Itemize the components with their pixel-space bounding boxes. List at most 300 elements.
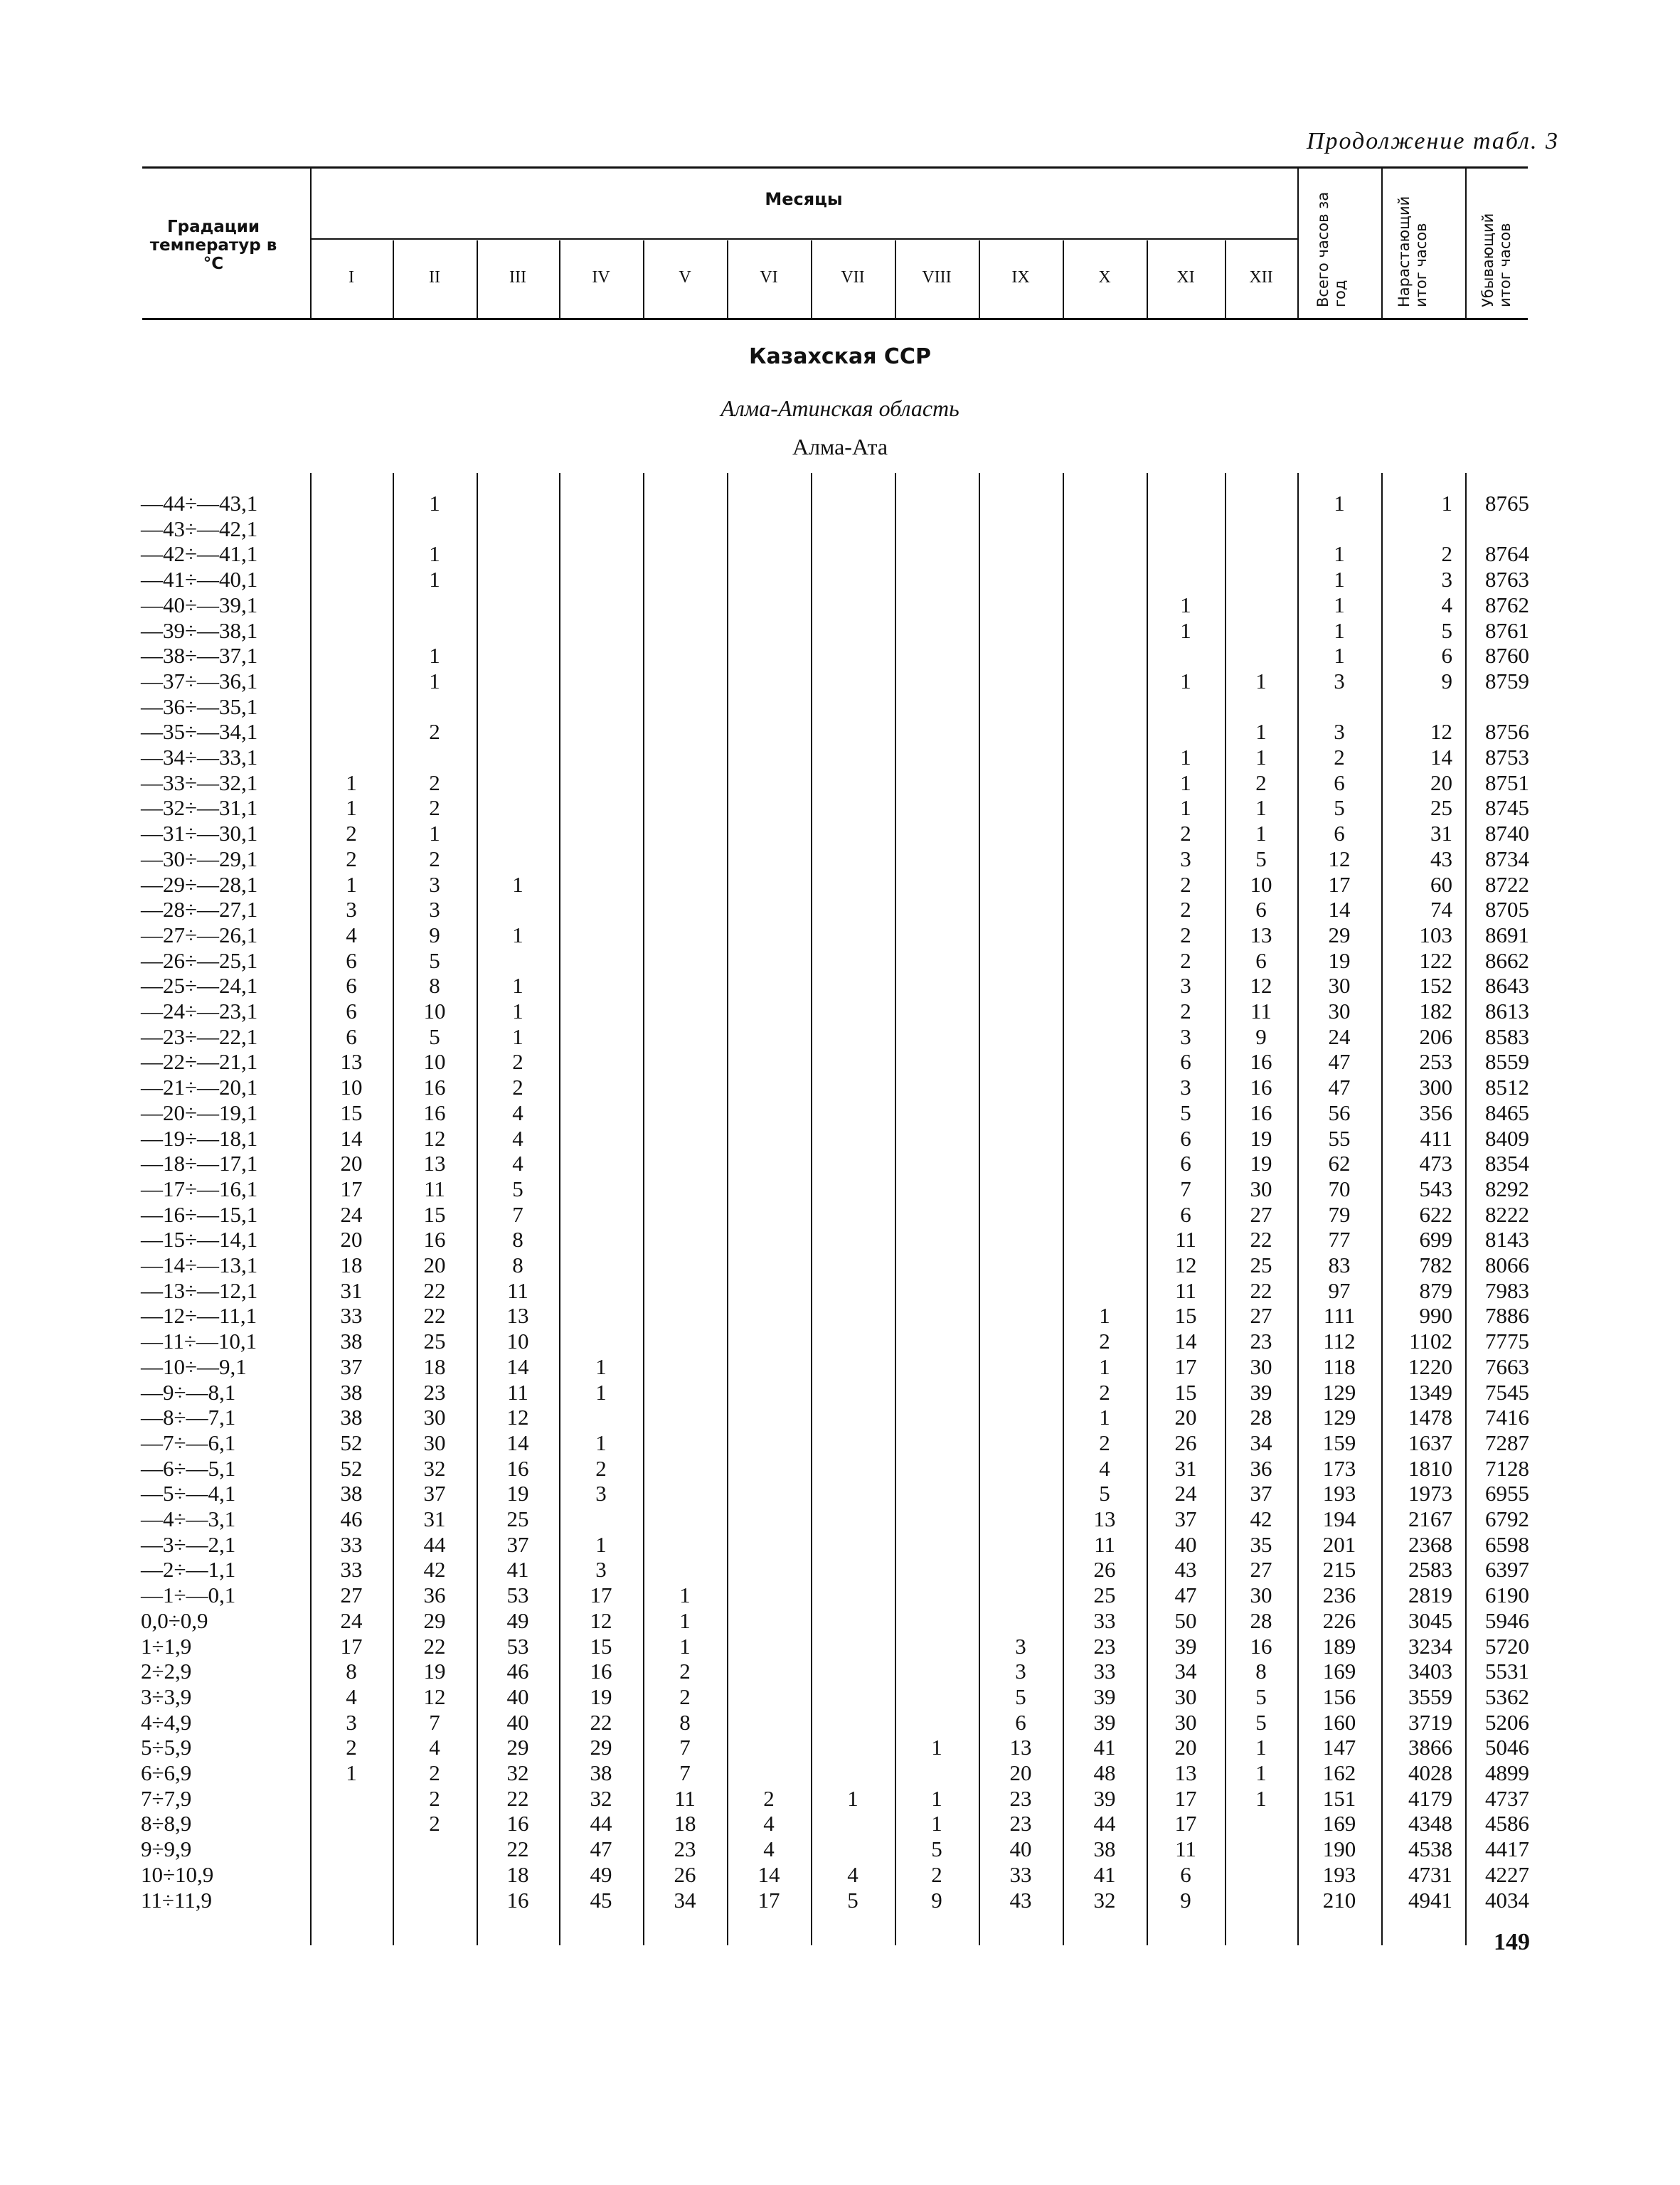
table-row — [0, 1456, 1680, 1481]
month-cell: 2 — [512, 1049, 523, 1074]
month-cell: 10 — [506, 1329, 529, 1354]
month-cell — [559, 1024, 643, 1049]
cumulative-down-cell: 8705 — [1485, 897, 1529, 922]
month-cell: 13 — [1009, 1735, 1032, 1760]
month-cell: 1 — [679, 1583, 691, 1607]
month-cell — [895, 948, 979, 973]
month-cell — [811, 1836, 895, 1861]
month-cell: 1 — [1255, 1735, 1267, 1760]
month-cell: 30 — [423, 1430, 446, 1455]
month-cell — [811, 1253, 895, 1277]
month-cell: 16 — [506, 1811, 529, 1836]
month-cell: 29 — [590, 1735, 612, 1760]
month-cell — [477, 643, 559, 668]
cumulative-down-cell: 4899 — [1485, 1760, 1529, 1785]
month-cell — [643, 821, 727, 846]
table-row — [0, 897, 1680, 922]
month-cell: 2 — [595, 1456, 607, 1481]
month-cell — [477, 694, 559, 719]
month-cell: 6 — [346, 999, 357, 1024]
month-cell: 15 — [590, 1634, 612, 1659]
month-cell: 22 — [1250, 1278, 1272, 1303]
months-divider-rule — [310, 238, 1297, 240]
month-cell — [559, 1100, 643, 1125]
cumulative-down-cell: 8722 — [1485, 872, 1529, 897]
month-cell — [811, 1659, 895, 1684]
month-cell: 2 — [931, 1862, 942, 1887]
month-cell — [1225, 1836, 1297, 1861]
month-cell — [559, 694, 643, 719]
cumulative-up-cell: 103 — [1419, 923, 1452, 947]
month-cell — [727, 1075, 811, 1100]
month-cell: 16 — [1250, 1075, 1272, 1100]
month-cell: 17 — [340, 1634, 363, 1659]
cumulative-up-cell: 9 — [1441, 669, 1452, 693]
column-rule-hdr — [1225, 240, 1226, 318]
cumulative-up-cell: 4028 — [1408, 1760, 1452, 1785]
month-cell — [1063, 669, 1147, 693]
gradation-cell: —18÷—17,1 — [141, 1151, 258, 1176]
table-row — [0, 1506, 1680, 1531]
month-cell: 30 — [1250, 1354, 1272, 1379]
month-cell: 32 — [590, 1786, 612, 1811]
month-cell — [895, 1024, 979, 1049]
month-cell — [1063, 973, 1147, 998]
month-cell: 22 — [506, 1836, 529, 1861]
month-cell: 17 — [1174, 1811, 1197, 1836]
month-cell — [811, 1049, 895, 1074]
month-cell — [1063, 923, 1147, 947]
cumulative-down-cell: 5206 — [1485, 1710, 1529, 1735]
cumulative-up-cell: 4348 — [1408, 1811, 1452, 1836]
month-cell — [979, 1227, 1063, 1252]
month-cell: 38 — [340, 1405, 363, 1430]
gradation-cell: 1÷1,9 — [141, 1634, 192, 1659]
month-cell: 1 — [679, 1608, 691, 1633]
month-cell — [310, 618, 393, 643]
month-cell — [559, 669, 643, 693]
table-row — [0, 1303, 1680, 1328]
month-cell: 14 — [506, 1430, 529, 1455]
month-cell — [979, 541, 1063, 566]
month-cell — [811, 1481, 895, 1506]
month-cell: 23 — [1093, 1634, 1116, 1659]
month-cell — [1063, 1202, 1147, 1227]
gradation-cell: —30÷—29,1 — [141, 846, 258, 871]
table-row — [0, 618, 1680, 643]
month-cell — [811, 1811, 895, 1836]
month-cell — [895, 1405, 979, 1430]
month-cell: 1 — [1180, 745, 1191, 770]
month-cell — [310, 541, 393, 566]
month-cell — [310, 643, 393, 668]
month-cell: 13 — [1093, 1506, 1116, 1531]
month-cell: 4 — [763, 1836, 775, 1861]
month-cell — [393, 516, 477, 541]
month-cell: 24 — [340, 1202, 363, 1227]
month-cell — [979, 948, 1063, 973]
month-cell: 13 — [506, 1303, 529, 1328]
month-cell — [811, 999, 895, 1024]
month-cell — [727, 1608, 811, 1633]
month-cell — [895, 643, 979, 668]
table-row — [0, 1075, 1680, 1100]
total-hours-cell: 55 — [1328, 1126, 1351, 1151]
cumulative-down-cell: 4737 — [1485, 1786, 1529, 1811]
cumulative-up-cell: 1810 — [1408, 1456, 1452, 1481]
month-cell: 39 — [1093, 1710, 1116, 1735]
month-cell — [477, 948, 559, 973]
month-cell — [643, 618, 727, 643]
month-cell — [1225, 618, 1297, 643]
table-row — [0, 948, 1680, 973]
gradation-cell: —13÷—12,1 — [141, 1278, 258, 1303]
month-cell: 38 — [590, 1760, 612, 1785]
cumulative-down-cell: 6598 — [1485, 1532, 1529, 1557]
month-cell: 23 — [1009, 1811, 1032, 1836]
month-cell — [727, 795, 811, 820]
total-hours-cell — [1297, 694, 1381, 719]
month-cell: 38 — [340, 1481, 363, 1506]
month-cell — [895, 1430, 979, 1455]
month-cell — [1063, 795, 1147, 820]
month-header-8: VIII — [922, 267, 952, 287]
month-cell: 2 — [679, 1659, 691, 1684]
total-hours-header: Всего часов за год — [1314, 191, 1349, 307]
month-cell: 1 — [512, 973, 523, 998]
month-cell: 1 — [931, 1811, 942, 1836]
month-cell — [811, 973, 895, 998]
month-cell: 36 — [423, 1583, 446, 1607]
month-cell — [559, 770, 643, 795]
month-cell — [727, 1176, 811, 1201]
month-cell — [643, 1049, 727, 1074]
month-cell: 19 — [590, 1684, 612, 1709]
cumulative-down-cell: 7775 — [1485, 1329, 1529, 1354]
header-bottom-rule — [142, 318, 1528, 320]
table-row — [0, 643, 1680, 668]
republic-title: Казахская ССР — [749, 344, 931, 369]
month-cell — [727, 1329, 811, 1354]
month-cell: 52 — [340, 1430, 363, 1455]
month-cell — [811, 618, 895, 643]
cumulative-up-cell: 300 — [1419, 1075, 1452, 1100]
month-cell — [559, 618, 643, 643]
month-cell: 29 — [423, 1608, 446, 1633]
gradation-cell: —3÷—2,1 — [141, 1532, 236, 1557]
month-cell — [979, 567, 1063, 592]
month-cell — [811, 719, 895, 744]
month-cell: 5 — [1180, 1100, 1191, 1125]
month-cell — [895, 973, 979, 998]
cumulative-up-cell: 411 — [1420, 1126, 1452, 1151]
cumulative-up-cell: 2819 — [1408, 1583, 1452, 1607]
total-hours-cell: 6 — [1334, 821, 1345, 846]
month-cell: 17 — [1174, 1354, 1197, 1379]
month-cell — [477, 719, 559, 744]
month-cell — [895, 1760, 979, 1785]
month-cell: 1 — [595, 1380, 607, 1405]
month-cell — [811, 1532, 895, 1557]
month-cell: 1 — [1180, 669, 1191, 693]
table-row — [0, 1405, 1680, 1430]
month-cell: 1 — [679, 1634, 691, 1659]
month-cell — [811, 1608, 895, 1633]
cumulative-down-cell: 7886 — [1485, 1303, 1529, 1328]
cumulative-down-cell: 6792 — [1485, 1506, 1529, 1531]
month-cell — [811, 1430, 895, 1455]
month-cell: 5 — [931, 1836, 942, 1861]
month-cell — [727, 1151, 811, 1176]
month-cell — [643, 592, 727, 617]
month-cell: 4 — [512, 1151, 523, 1176]
cumulative-up-cell: 4941 — [1408, 1888, 1452, 1913]
cumulative-up-cell: 473 — [1419, 1151, 1452, 1176]
table-row — [0, 1811, 1680, 1836]
month-cell — [559, 897, 643, 922]
month-cell: 41 — [506, 1557, 529, 1582]
table-row — [0, 1430, 1680, 1455]
cumulative-up-cell: 74 — [1430, 897, 1452, 922]
cumulative-up-cell: 3 — [1441, 567, 1452, 592]
months-header: Месяцы — [765, 189, 843, 209]
cumulative-down-cell: 8409 — [1485, 1126, 1529, 1151]
cumulative-up-cell: 43 — [1430, 846, 1452, 871]
month-cell — [1225, 567, 1297, 592]
month-cell: 30 — [1174, 1710, 1197, 1735]
month-cell — [477, 745, 559, 770]
total-hours-cell: 193 — [1322, 1481, 1356, 1506]
month-cell — [643, 1456, 727, 1481]
month-cell: 23 — [1250, 1329, 1272, 1354]
cumulative-down-cell: 8753 — [1485, 745, 1529, 770]
month-cell — [643, 1380, 727, 1405]
gradation-cell: —24÷—23,1 — [141, 999, 258, 1024]
month-cell: 36 — [1250, 1456, 1272, 1481]
month-cell — [811, 567, 895, 592]
month-cell — [895, 1583, 979, 1607]
month-cell — [811, 592, 895, 617]
total-hours-cell: 147 — [1322, 1735, 1356, 1760]
month-cell — [1063, 643, 1147, 668]
city-title: Алма-Ата — [792, 434, 888, 459]
month-cell: 30 — [1250, 1176, 1272, 1201]
month-cell: 3 — [1180, 1024, 1191, 1049]
month-cell: 2 — [1099, 1430, 1110, 1455]
month-cell: 1 — [595, 1354, 607, 1379]
month-cell — [643, 567, 727, 592]
month-cell — [1063, 1100, 1147, 1125]
month-cell — [811, 923, 895, 947]
cumulative-up-cell: 5 — [1441, 618, 1452, 643]
month-cell: 4 — [1099, 1456, 1110, 1481]
cumulative-down-cell: 8751 — [1485, 770, 1529, 795]
month-cell — [979, 999, 1063, 1024]
month-cell: 48 — [1093, 1760, 1116, 1785]
month-cell: 52 — [340, 1456, 363, 1481]
total-hours-cell: 5 — [1334, 795, 1345, 820]
month-cell — [811, 1227, 895, 1252]
month-cell — [559, 1176, 643, 1201]
month-cell: 14 — [1174, 1329, 1197, 1354]
table-row — [0, 1862, 1680, 1887]
month-cell — [559, 491, 643, 516]
month-cell: 1 — [1255, 1760, 1267, 1785]
gradation-cell: —20÷—19,1 — [141, 1100, 258, 1125]
month-cell — [643, 745, 727, 770]
month-cell: 9 — [1180, 1888, 1191, 1913]
month-cell: 1 — [1180, 795, 1191, 820]
total-hours-cell: 62 — [1328, 1151, 1351, 1176]
month-cell: 11 — [1175, 1836, 1196, 1861]
gradation-cell: 6÷6,9 — [141, 1760, 192, 1785]
month-cell: 11 — [674, 1786, 696, 1811]
month-cell — [1063, 1227, 1147, 1252]
month-cell — [895, 541, 979, 566]
gradation-cell: —29÷—28,1 — [141, 872, 258, 897]
month-cell: 44 — [590, 1811, 612, 1836]
total-hours-cell: 189 — [1322, 1634, 1356, 1659]
cumulative-up-cell: 20 — [1430, 770, 1452, 795]
month-cell: 39 — [1174, 1634, 1197, 1659]
month-cell — [811, 1202, 895, 1227]
month-cell — [727, 1202, 811, 1227]
month-cell: 24 — [1174, 1481, 1197, 1506]
month-cell — [979, 1278, 1063, 1303]
month-cell: 35 — [1250, 1532, 1272, 1557]
month-cell: 1 — [512, 923, 523, 947]
total-hours-cell: 162 — [1322, 1760, 1356, 1785]
month-cell: 1 — [1255, 745, 1267, 770]
cumulative-down-cell: 8734 — [1485, 846, 1529, 871]
month-cell — [559, 1278, 643, 1303]
month-cell: 29 — [506, 1735, 529, 1760]
month-cell: 3 — [595, 1481, 607, 1506]
gradation-cell: 9÷9,9 — [141, 1836, 192, 1861]
column-rule-hdr — [727, 240, 728, 318]
table-row — [0, 1354, 1680, 1379]
cumulative-up-cell: 990 — [1419, 1303, 1452, 1328]
month-cell: 6 — [346, 948, 357, 973]
month-cell — [979, 1049, 1063, 1074]
month-cell: 50 — [1174, 1608, 1197, 1633]
month-cell — [1063, 541, 1147, 566]
month-cell: 1 — [1180, 592, 1191, 617]
month-cell — [811, 821, 895, 846]
month-cell — [979, 1354, 1063, 1379]
total-hours-cell: 118 — [1323, 1354, 1356, 1379]
month-cell — [643, 1532, 727, 1557]
cumulative-up-cell: 2368 — [1408, 1532, 1452, 1557]
total-hours-cell: 14 — [1328, 897, 1351, 922]
month-cell — [979, 1151, 1063, 1176]
continuation-caption: Продолжение табл. 3 — [1306, 128, 1559, 154]
month-cell — [979, 1100, 1063, 1125]
month-cell — [811, 770, 895, 795]
month-cell — [1063, 897, 1147, 922]
month-cell — [310, 669, 393, 693]
cumulative-up-cell — [1381, 516, 1452, 541]
table-row — [0, 1888, 1680, 1913]
month-header-3: III — [509, 267, 526, 287]
month-cell: 3 — [1180, 973, 1191, 998]
cumulative-down-cell: 8740 — [1485, 821, 1529, 846]
region-title: Алма-Атинская область — [721, 395, 959, 421]
month-cell: 1 — [595, 1430, 607, 1455]
column-rule-hdr — [477, 240, 478, 318]
month-cell: 3 — [595, 1557, 607, 1582]
month-cell: 1 — [429, 821, 440, 846]
month-cell: 17 — [757, 1888, 780, 1913]
gradation-cell: —42÷—41,1 — [141, 541, 258, 566]
month-cell — [727, 973, 811, 998]
month-cell: 3 — [1180, 1075, 1191, 1100]
month-header-2: II — [429, 267, 440, 287]
month-cell — [1063, 770, 1147, 795]
month-cell — [1063, 999, 1147, 1024]
month-cell: 4 — [346, 923, 357, 947]
month-header-5: V — [679, 267, 691, 287]
month-cell — [811, 897, 895, 922]
cumulative-down-cell: 4034 — [1485, 1888, 1529, 1913]
total-hours-cell: 47 — [1328, 1049, 1351, 1074]
month-cell: 33 — [1093, 1659, 1116, 1684]
month-cell — [477, 491, 559, 516]
month-cell: 2 — [1255, 770, 1267, 795]
table-row — [0, 1760, 1680, 1785]
table-row — [0, 669, 1680, 693]
month-cell: 22 — [423, 1303, 446, 1328]
month-cell: 1 — [1099, 1303, 1110, 1328]
month-cell — [727, 669, 811, 693]
table-row — [0, 516, 1680, 541]
cumulative-up-cell: 1973 — [1408, 1481, 1452, 1506]
month-cell — [895, 1151, 979, 1176]
table-row — [0, 1227, 1680, 1252]
month-cell — [727, 491, 811, 516]
gradation-cell: —2÷—1,1 — [141, 1557, 236, 1582]
month-cell: 27 — [1250, 1202, 1272, 1227]
gradation-cell: —19÷—18,1 — [141, 1126, 258, 1151]
month-cell: 37 — [423, 1481, 446, 1506]
month-cell — [559, 1049, 643, 1074]
table-row — [0, 821, 1680, 846]
cumulative-down-cell: 8762 — [1485, 592, 1529, 617]
month-cell — [477, 516, 559, 541]
month-cell: 44 — [423, 1532, 446, 1557]
gradation-cell: 8÷8,9 — [141, 1811, 192, 1836]
gradation-cell: —44÷—43,1 — [141, 491, 258, 516]
cumulative-up-cell: 2 — [1441, 541, 1452, 566]
total-hours-cell: 236 — [1322, 1583, 1356, 1607]
month-cell — [727, 872, 811, 897]
month-cell — [811, 948, 895, 973]
month-cell: 6 — [1180, 1126, 1191, 1151]
month-header-1: I — [349, 267, 354, 287]
month-cell — [1063, 846, 1147, 871]
total-hours-cell: 6 — [1334, 770, 1345, 795]
total-hours-cell: 129 — [1322, 1380, 1356, 1405]
month-cell — [979, 1583, 1063, 1607]
month-cell — [727, 846, 811, 871]
month-cell — [895, 770, 979, 795]
month-cell — [643, 1202, 727, 1227]
month-cell — [727, 1024, 811, 1049]
cumulative-down-cell: 5720 — [1485, 1634, 1529, 1659]
month-cell — [643, 1176, 727, 1201]
month-cell: 9 — [1255, 1024, 1267, 1049]
month-cell — [393, 1888, 477, 1913]
